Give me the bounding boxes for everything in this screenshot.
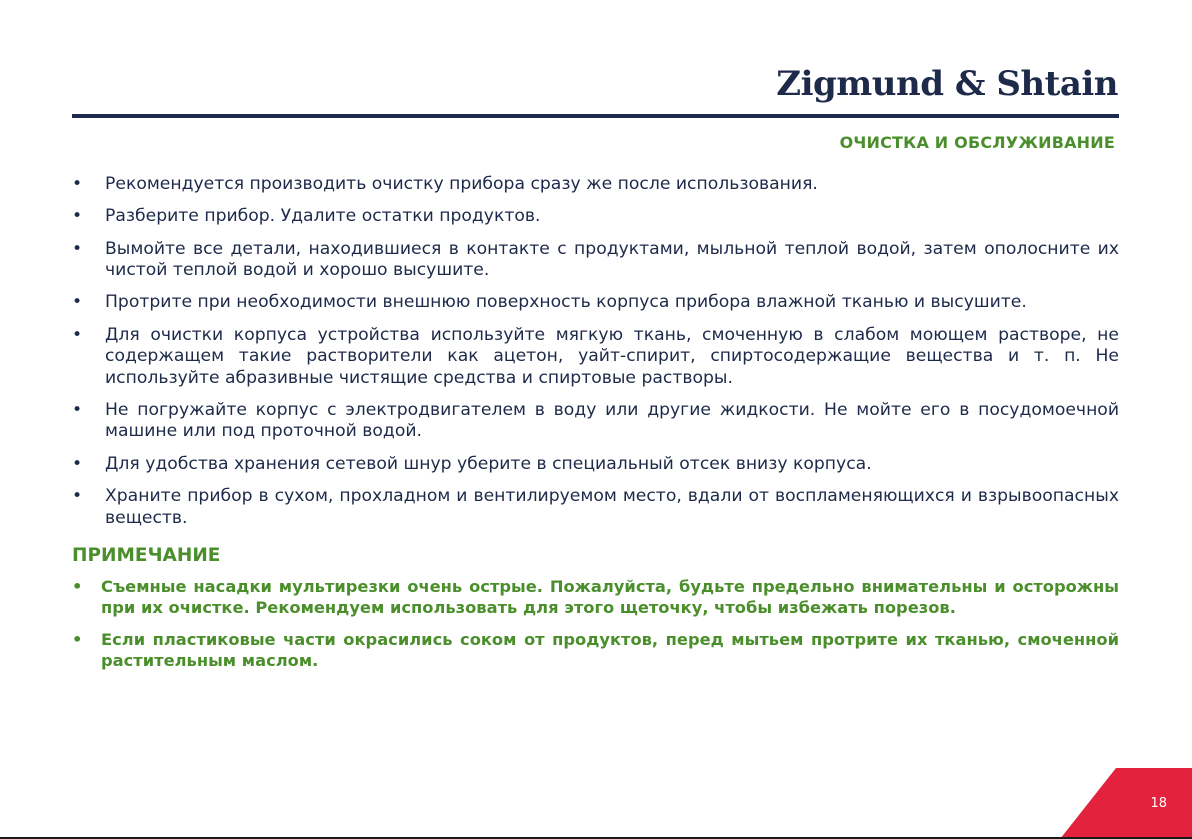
note-text: Съемные насадки мультирезки очень острые. Пожалуйста, будьте предельно внимательны и осторожны при их очистке. Рекомендуем использовать для этого щеточку, чтобы избежать порезов. <box>101 577 1119 618</box>
bullet-icon: • <box>72 453 83 474</box>
bullet-icon: • <box>72 577 83 597</box>
note-item <box>72 576 1119 618</box>
instruction-text: Для очистки корпуса устройства используйте мягкую ткань, смоченную в слабом моющем растворе, не содержащем такие растворители как ацетон, уайт-спирит, спиртосодержащие вещества и т. п. Не используйте абразивные чистящие средства и спиртовые растворы. <box>105 324 1119 388</box>
instruction-list <box>72 174 1119 529</box>
instruction-item <box>72 454 1119 476</box>
bullet-icon: • <box>72 206 83 227</box>
bullet-icon: • <box>72 629 83 649</box>
instruction-item <box>72 325 1119 390</box>
instruction-text: Не погружайте корпус с электродвигателем в воду или другие жидкости. Не мойте его в посудомоечной машине или под проточной водой. <box>105 399 1119 442</box>
instruction-text: Разберите прибор. Удалите остатки продуктов. <box>105 206 541 227</box>
instruction-item <box>72 486 1119 529</box>
note-item <box>72 629 1119 671</box>
instruction-item <box>72 400 1119 443</box>
instruction-item <box>72 239 1119 282</box>
note-list <box>72 576 1119 671</box>
instruction-text: Протрите при необходимости внешнюю поверхность корпуса прибора влажной тканью и высушите. <box>105 292 1027 313</box>
bullet-icon: • <box>72 324 83 345</box>
instruction-text: Храните прибор в сухом, прохладном и вентилируемом место, вдали от воспламеняющихся и взрывоопасных веществ. <box>105 486 1119 528</box>
note-text: Если пластиковые части окрасились соком от продуктов, перед мытьем протрите их тканью, смоченной растительным маслом. <box>101 629 1119 670</box>
instruction-text: Вымойте все детали, находившиеся в контакте с продуктами, мыльной теплой водой, затем ополосните их чистой теплой водой и хорошо высушите. <box>105 238 1119 281</box>
page-number: 18 <box>1150 796 1167 811</box>
brand-logo: Zigmund & Shtain <box>776 64 1118 104</box>
instruction-item <box>72 206 1119 228</box>
bullet-icon: • <box>72 292 83 313</box>
page-content <box>72 174 1119 681</box>
instruction-item <box>72 292 1119 314</box>
bullet-icon: • <box>72 174 83 194</box>
section-title: ОЧИСТКА И ОБСЛУЖИВАНИЕ <box>839 133 1115 152</box>
bullet-icon: • <box>72 399 83 420</box>
header-divider <box>72 114 1119 118</box>
instruction-text: Рекомендуется производить очистку прибора сразу же после использования. <box>105 174 818 194</box>
page-corner-decoration <box>1060 768 1192 839</box>
bullet-icon: • <box>72 486 83 507</box>
bullet-icon: • <box>72 238 83 259</box>
note-title: ПРИМЕЧАНИЕ <box>72 545 221 567</box>
instruction-item <box>72 174 1119 196</box>
instruction-text: Для удобства хранения сетевой шнур уберите в специальный отсек внизу корпуса. <box>105 453 872 474</box>
